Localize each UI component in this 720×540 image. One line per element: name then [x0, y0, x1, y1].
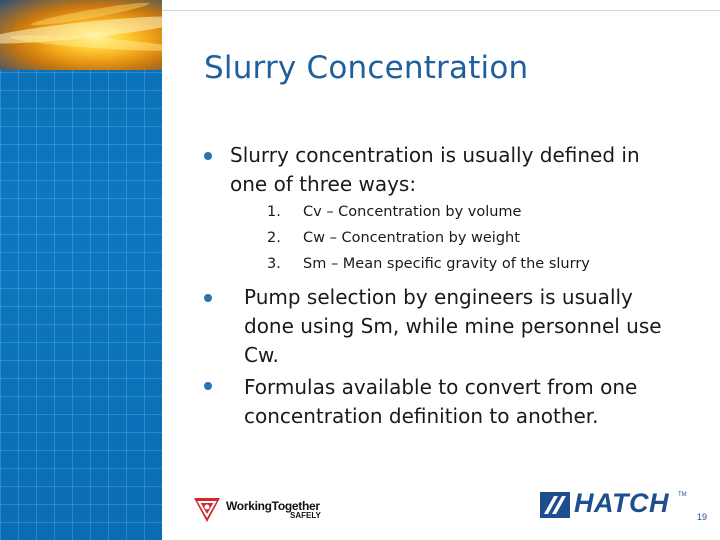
trademark-mark: TM	[678, 492, 687, 498]
slide-title: Slurry Concentration	[204, 50, 529, 86]
top-rule	[162, 10, 720, 11]
sub-item-text: Cw – Concentration by weight	[303, 230, 520, 246]
sub-item-1	[267, 204, 521, 220]
safely-text: SAFELY	[290, 511, 321, 520]
bullet-dot	[204, 152, 212, 160]
bullet-3-line-2: concentration definition to another.	[244, 404, 599, 428]
bullet-3	[244, 373, 637, 431]
sub-item-2	[267, 230, 520, 246]
bullet-2-line-3: Cw.	[244, 343, 279, 367]
sidebar-grid	[0, 0, 162, 540]
working-together-text: WorkingTogether	[226, 499, 320, 513]
bullet-1-line-1: Slurry concentration is usually defined in	[230, 143, 640, 167]
shield-icon	[192, 494, 222, 524]
sub-item-text: Sm – Mean specific gravity of the slurry	[303, 256, 590, 272]
bullet-1-line-2: one of three ways:	[230, 172, 417, 196]
hatch-mark-icon	[540, 492, 570, 518]
hatch-logo	[540, 488, 687, 522]
sub-item-number: 2.	[267, 230, 281, 246]
hatch-brand-text: HATCH	[574, 488, 669, 518]
page-number: 19	[697, 512, 708, 522]
flame-image	[0, 0, 162, 70]
bullet-3-line-1: Formulas available to convert from one	[244, 375, 638, 399]
sidebar-panel	[0, 0, 162, 540]
bullet-dot	[204, 294, 212, 302]
bullet-2	[244, 283, 662, 370]
bullet-dot	[204, 382, 212, 390]
working-together-logo	[192, 494, 321, 528]
bullet-1	[230, 141, 640, 199]
sub-item-number: 1.	[267, 204, 281, 220]
bullet-2-line-1: Pump selection by engineers is usually	[244, 285, 633, 309]
sub-item-text: Cv – Concentration by volume	[303, 204, 522, 220]
bullet-2-line-2: done using Sm, while mine personnel use	[244, 314, 662, 338]
sub-item-3	[267, 256, 590, 272]
sub-item-number: 3.	[267, 256, 281, 272]
